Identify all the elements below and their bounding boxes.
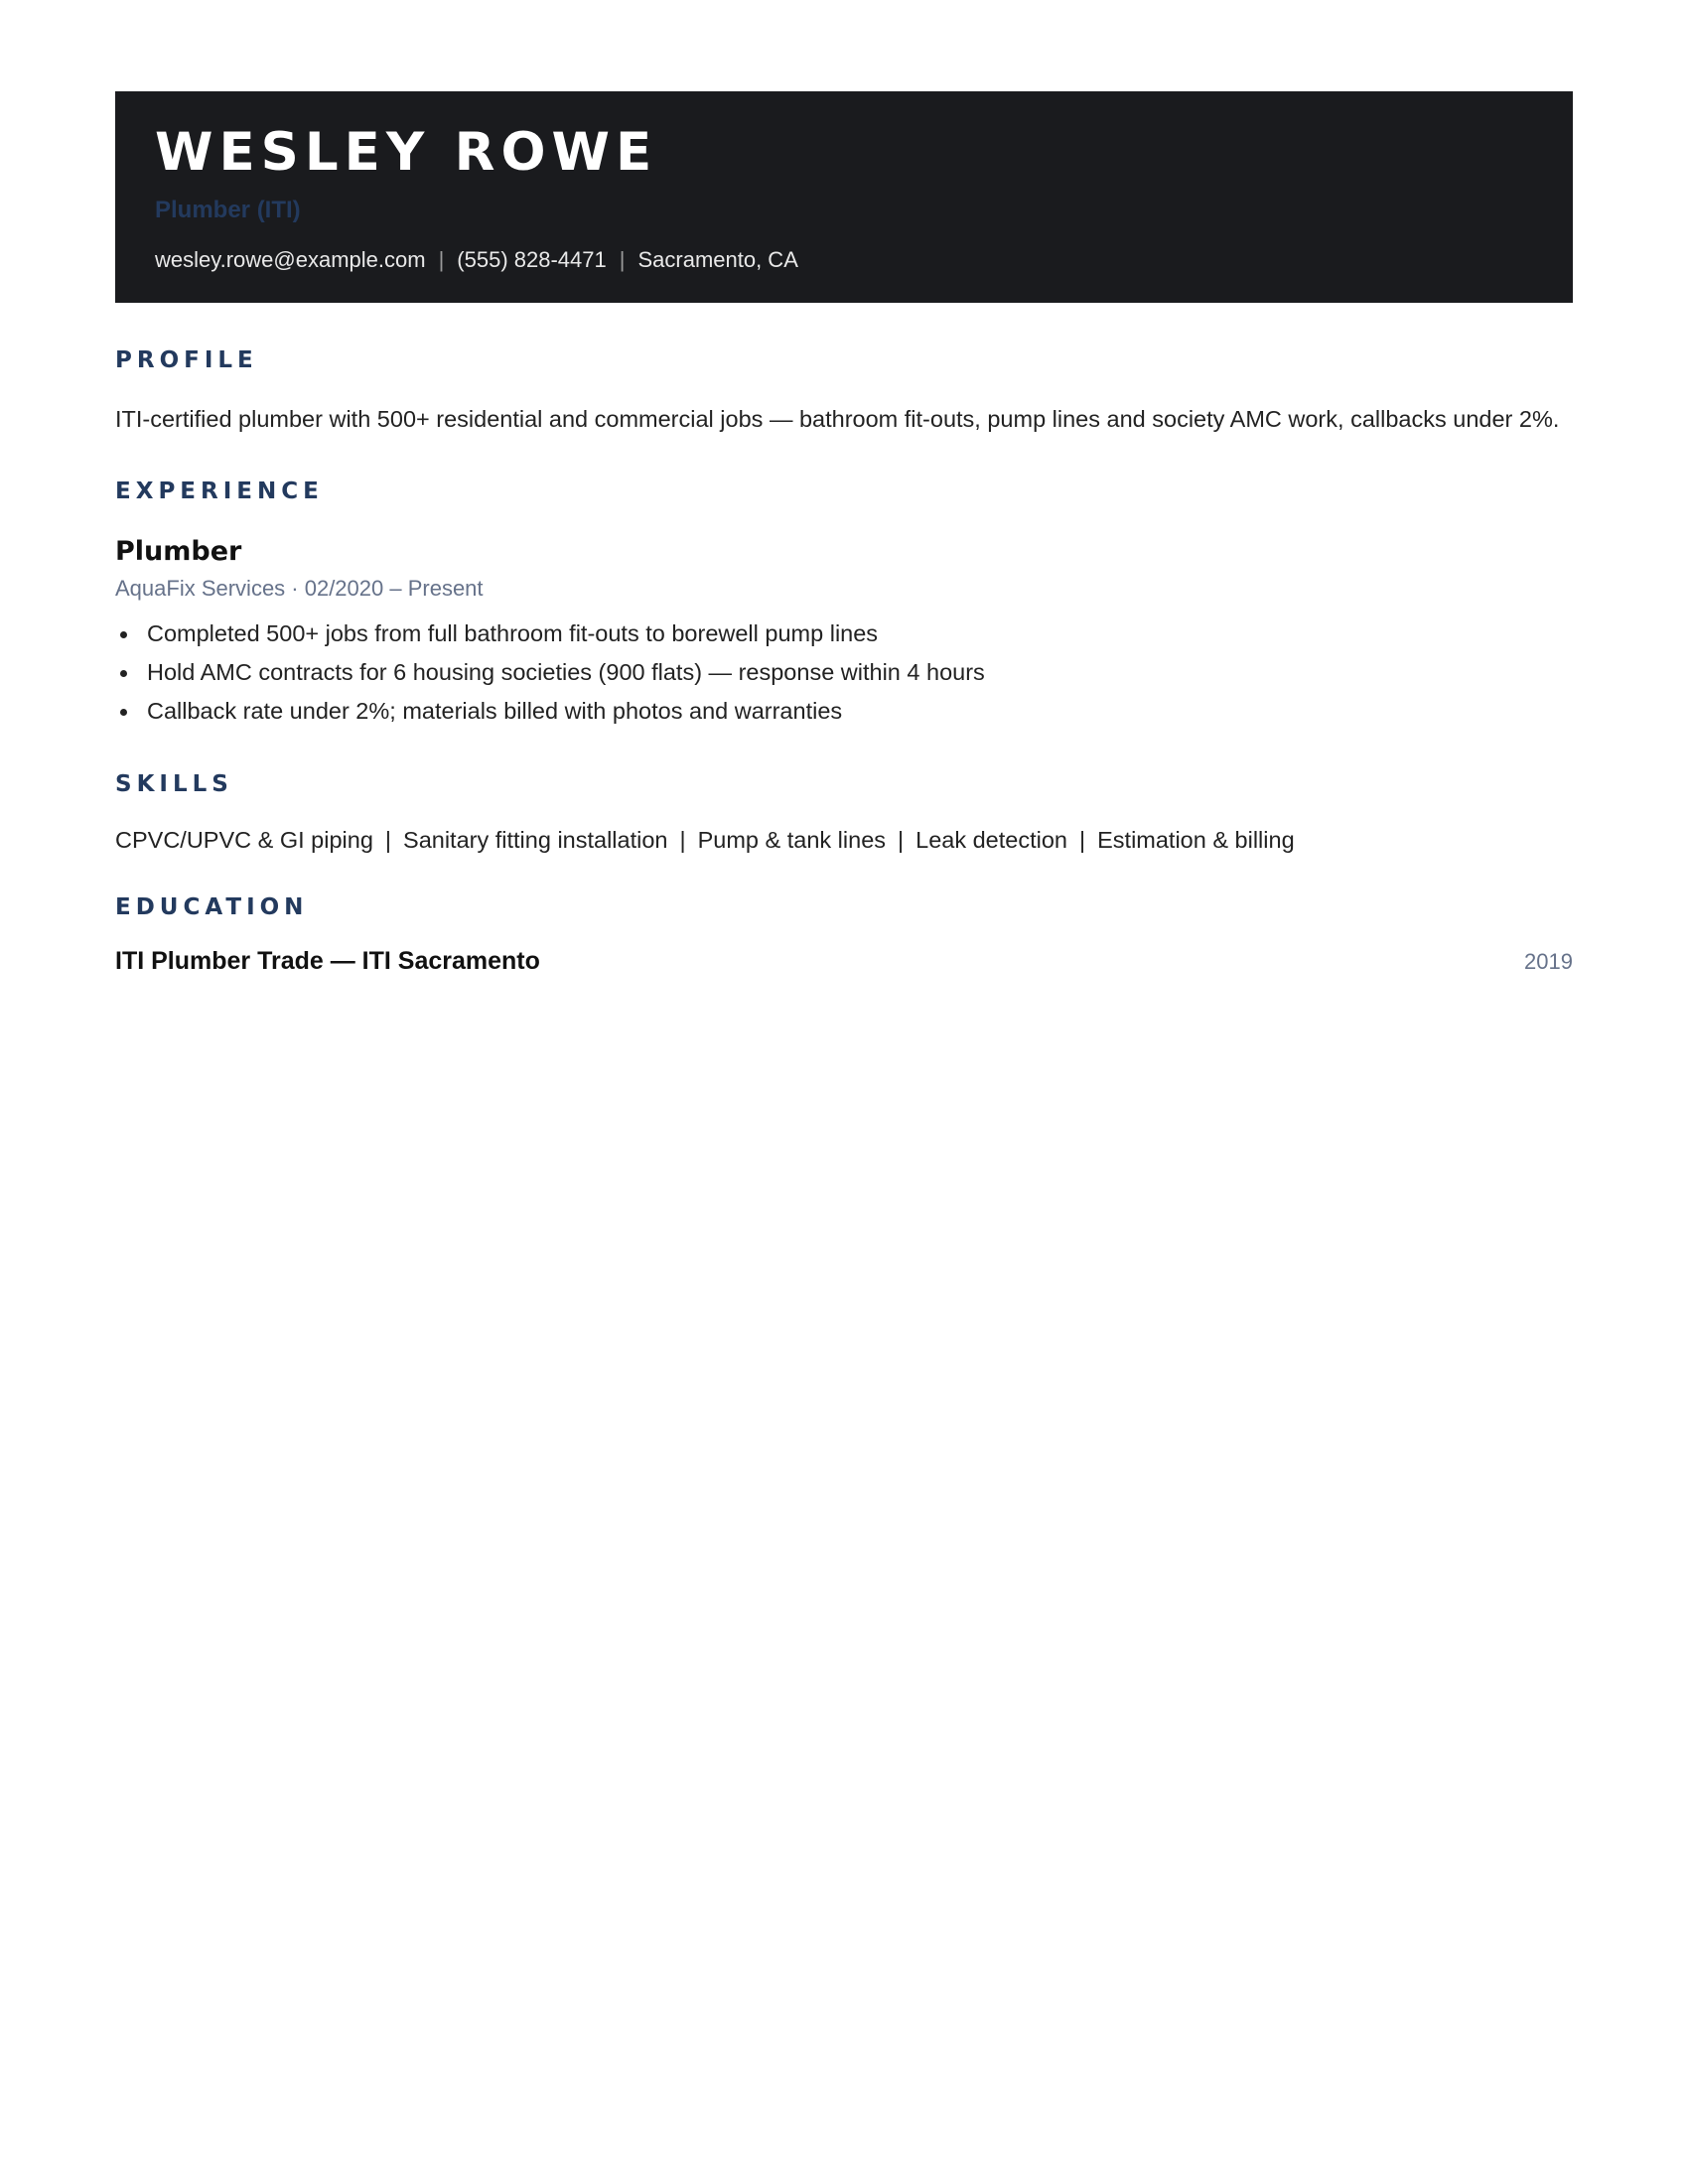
contact-separator: | [619, 247, 626, 272]
education-heading: EDUCATION [115, 894, 309, 920]
skill-separator: | [1079, 827, 1086, 853]
job-title: Plumber [115, 536, 242, 567]
job-bullet-text: Hold AMC contracts for 6 housing societies (900 flats) — response within 4 hours [147, 659, 985, 685]
contact-email[interactable]: wesley.rowe@example.com [155, 247, 426, 272]
experience-heading: EXPERIENCE [115, 478, 324, 504]
job-bullet [115, 614, 1573, 653]
resume-page [115, 91, 1573, 978]
contact-location: Sacramento, CA [637, 247, 798, 272]
job-bullet [115, 692, 1573, 731]
job-bullet-text: Callback rate under 2%; materials billed with photos and warranties [147, 698, 843, 724]
contact-separator: | [438, 247, 445, 272]
skill-item: Estimation & billing [1097, 827, 1295, 853]
job-bullets [115, 614, 1573, 731]
skill-item: CPVC/UPVC & GI piping [115, 827, 373, 853]
job-company-dates: AquaFix Services · 02/2020 – Present [115, 576, 484, 601]
skills-heading: SKILLS [115, 771, 233, 797]
skill-item: Sanitary fitting installation [403, 827, 668, 853]
skill-item: Leak detection [915, 827, 1067, 853]
skill-separator: | [898, 827, 905, 853]
profile-heading: PROFILE [115, 347, 258, 373]
skills-list [115, 824, 1573, 856]
skill-item: Pump & tank lines [697, 827, 887, 853]
contact-phone[interactable]: (555) 828-4471 [457, 247, 607, 272]
candidate-title: Plumber (ITI) [155, 197, 301, 223]
bullet-icon [120, 631, 127, 638]
resume-header [115, 91, 1573, 303]
bullet-icon [120, 709, 127, 716]
profile-summary: ITI-certified plumber with 500+ residential and commercial jobs — bathroom fit-outs, pump lines and society AMC work, callbacks under 2%. [115, 406, 1560, 432]
skill-separator: | [384, 827, 392, 853]
job-bullet [115, 653, 1573, 692]
education-year: 2019 [1524, 949, 1573, 974]
job-entry [115, 535, 1573, 731]
skill-separator: | [679, 827, 686, 853]
job-bullet-text: Completed 500+ jobs from full bathroom fit-outs to borewell pump lines [147, 620, 879, 646]
candidate-name: WESLEY ROWE [155, 122, 658, 183]
bullet-icon [120, 670, 127, 677]
education-entry [115, 945, 1573, 978]
education-degree: ITI Plumber Trade — ITI Sacramento [115, 947, 540, 975]
contact-line [155, 246, 1533, 274]
